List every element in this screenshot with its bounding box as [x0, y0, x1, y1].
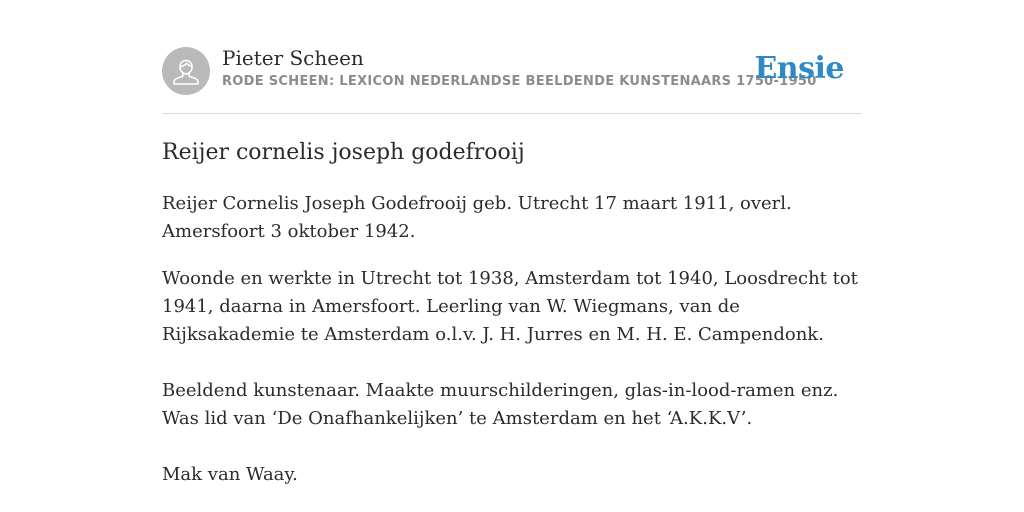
avatar[interactable]: [162, 47, 210, 95]
article-header: [162, 46, 862, 96]
brand-logo[interactable]: Ensie: [754, 51, 844, 86]
article-title: Reijer cornelis joseph godefrooij: [162, 140, 525, 165]
author-name[interactable]: Pieter Scheen: [222, 46, 364, 70]
article-paragraph: Beeldend kunstenaar. Maakte muurschilderingen, glas-in-lood-ramen enz. Was lid van ‘De Onafhankelijken’ te Amsterdam en het ‘A.K.K.V’.: [162, 380, 839, 429]
article-content: [162, 138, 867, 489]
article-paragraph: Reijer Cornelis Joseph Godefrooij geb. Utrecht 17 maart 1911, overl. Amersfoort 3 oktober 1942.: [162, 193, 792, 242]
user-icon: [162, 47, 210, 95]
article-paragraph: Mak van Waay.: [162, 464, 298, 485]
article-paragraph: Woonde en werkte in Utrecht tot 1938, Amsterdam tot 1940, Loosdrecht tot 1941, daarna in Amersfoort. Leerling van W. Wiegmans, van de Rijksakademie te Amsterdam o.l.v. J. H. Jurres en M. H. E. Campendonk.: [162, 268, 858, 345]
source-label: RODE SCHEEN: LEXICON NEDERLANDSE BEELDENDE KUNSTENAARS 1750-1950: [222, 74, 817, 89]
header-divider: [162, 113, 862, 114]
